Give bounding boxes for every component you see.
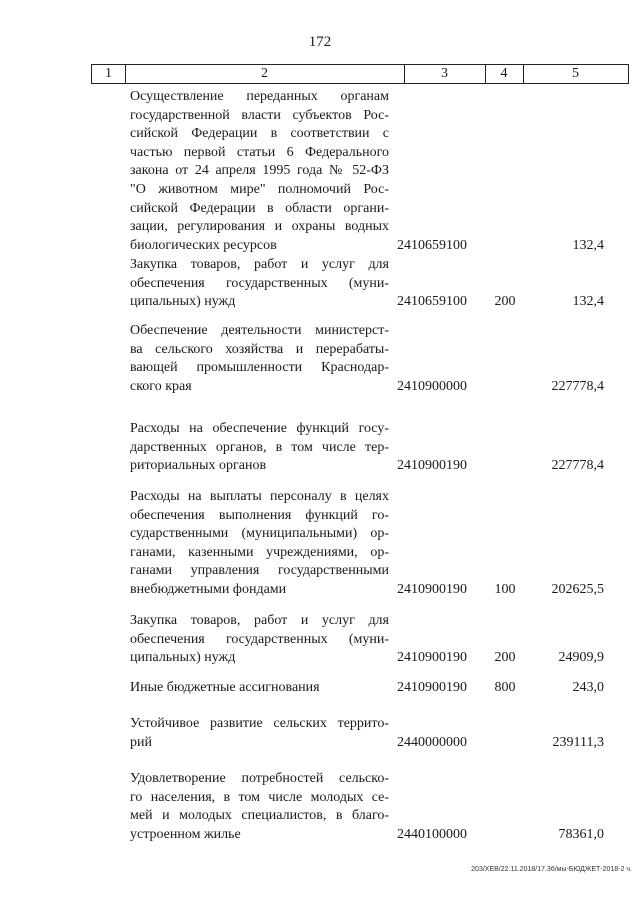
column-header-5: 5 xyxy=(572,66,579,81)
description-line: частью первой статьи 6 Федерального xyxy=(130,144,389,160)
document-footer: 203/ХЕВ/22.11.2018/17.36/мы-БЮДЖЕТ-2018-2 ч. xyxy=(471,866,632,873)
row-amount: 227778,4 xyxy=(551,458,604,474)
description-line: Закупка товаров, работ и услуг для xyxy=(130,613,389,628)
description-line: обеспечения государственных (муни- xyxy=(130,631,389,647)
row-code: 2410900190 xyxy=(397,582,467,597)
description-line: дарственных органов, в том числе тер- xyxy=(130,439,389,455)
column-header-1: 1 xyxy=(92,65,126,83)
row-description xyxy=(130,612,389,668)
row-description xyxy=(130,420,389,476)
row-code: 2410900000 xyxy=(397,378,467,394)
description-line: обеспечения государственных (муни- xyxy=(130,275,389,291)
description-line: ского края xyxy=(130,378,192,394)
row-code: 2410900190 xyxy=(397,650,467,666)
row-description xyxy=(130,88,389,255)
description-line: ганами управления государственными xyxy=(130,563,389,579)
column-header-2: 2 xyxy=(125,65,405,83)
row-expense-type: 800 xyxy=(494,680,516,695)
description-line: сударственными (муниципальными) ор- xyxy=(130,526,389,542)
row-description xyxy=(130,322,389,396)
description-line: Осуществление переданных органам xyxy=(130,89,389,104)
row-expense-type: 100 xyxy=(494,582,516,597)
row-description xyxy=(130,256,389,312)
row-amount: 132,4 xyxy=(572,294,604,310)
description-line: обеспечения выполнения функций го- xyxy=(130,507,389,523)
description-line: вающей промышленности Краснодар- xyxy=(130,360,389,376)
row-description xyxy=(130,679,389,698)
description-line: ва сельского хозяйства и перерабаты- xyxy=(130,341,389,357)
column-header-4: 4 xyxy=(485,65,524,83)
row-description xyxy=(130,488,389,600)
description-line: ципальных) нужд xyxy=(130,650,236,666)
row-amount: 227778,4 xyxy=(551,378,604,394)
table-header xyxy=(91,64,629,84)
row-amount: 202625,5 xyxy=(551,582,604,597)
description-line: устроенном жилье xyxy=(130,826,241,842)
description-line: Устойчивое развитие сельских террито- xyxy=(130,716,389,731)
description-line: зации, регулирования и охраны водных xyxy=(130,219,389,235)
row-code: 2440000000 xyxy=(397,734,467,750)
description-line: Расходы на выплаты персоналу в целях xyxy=(130,489,389,504)
description-line: риториальных органов xyxy=(130,458,267,474)
row-description xyxy=(130,715,389,752)
description-line: Удовлетворение потребностей сельско- xyxy=(130,771,389,786)
row-amount: 243,0 xyxy=(572,680,604,695)
description-line: го населения, в том числе молодых се- xyxy=(130,789,389,805)
description-line: внебюджетными фондами xyxy=(130,581,287,597)
row-code: 2410659100 xyxy=(397,237,467,253)
description-line: Иные бюджетные ассигнования xyxy=(130,680,320,695)
row-amount: 132,4 xyxy=(572,237,604,253)
description-line: сийской Федерации в соответствии с xyxy=(130,126,389,142)
description-line: биологических ресурсов xyxy=(130,237,277,253)
description-line: закона от 24 апреля 1995 года № 52-ФЗ xyxy=(130,163,389,179)
description-line: Обеспечение деятельности министерст- xyxy=(130,323,389,338)
description-line: ципальных) нужд xyxy=(130,294,236,310)
row-amount: 24909,9 xyxy=(558,650,604,666)
row-expense-type: 200 xyxy=(494,294,516,310)
description-line: Закупка товаров, работ и услуг для xyxy=(130,257,389,272)
description-line: сийской Федерации в области органи- xyxy=(130,200,389,216)
page-number: 172 xyxy=(308,34,332,50)
description-line: ганами, казенными учреждениями, ор- xyxy=(130,544,389,560)
description-line: "О животном мире" полномочий Рос- xyxy=(130,181,389,197)
row-amount: 78361,0 xyxy=(558,826,604,842)
description-line: Расходы на обеспечение функций госу- xyxy=(130,421,389,436)
row-expense-type: 200 xyxy=(494,650,516,666)
row-code: 2440100000 xyxy=(397,826,467,842)
description-line: рий xyxy=(130,734,152,750)
row-amount: 239111,3 xyxy=(552,734,604,750)
description-line: государственной власти субъектов Рос- xyxy=(130,107,389,123)
row-code: 2410900190 xyxy=(397,458,467,474)
description-line: мей и молодых специалистов, в благо- xyxy=(130,808,389,824)
row-description xyxy=(130,770,389,844)
row-code: 2410900190 xyxy=(397,680,467,695)
column-header-3: 3 xyxy=(404,65,486,83)
row-code: 2410659100 xyxy=(397,294,467,310)
